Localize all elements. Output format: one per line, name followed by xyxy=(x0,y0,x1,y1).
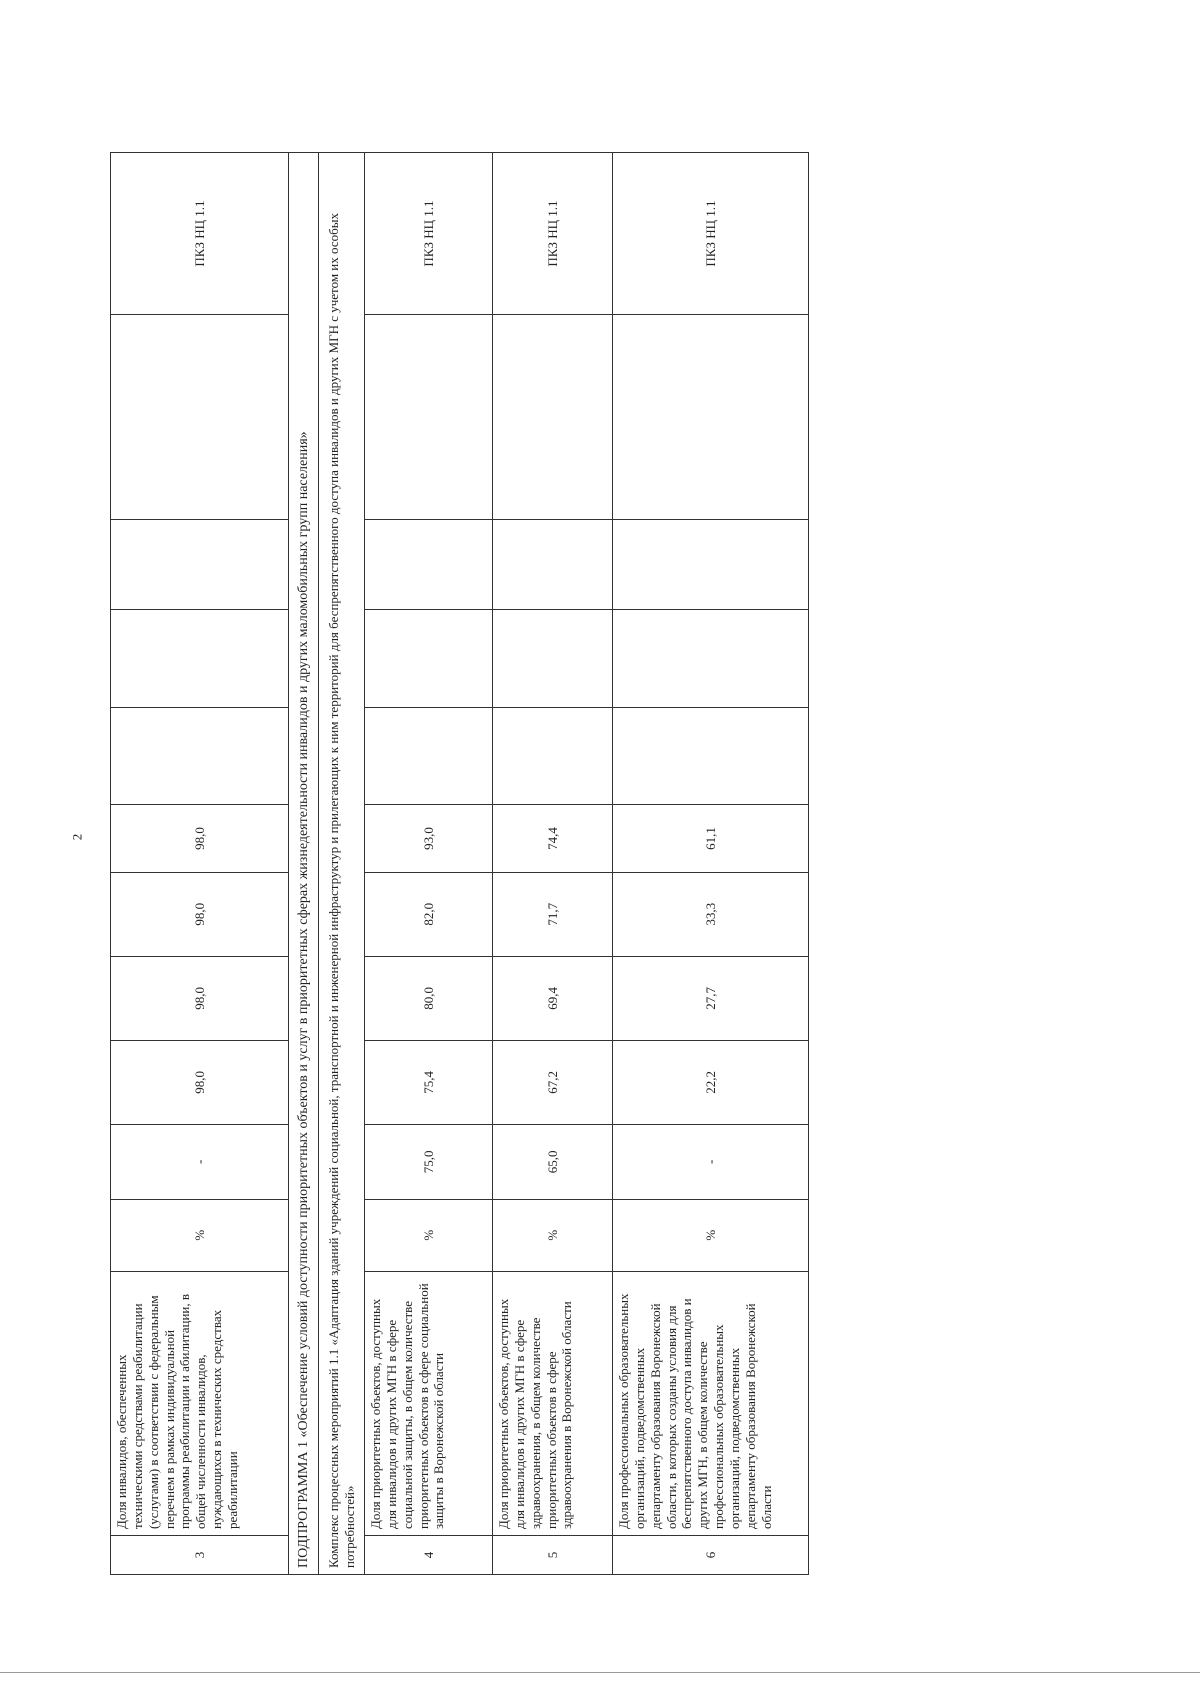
row-number: 3 xyxy=(111,1536,289,1575)
value-3: 33,3 xyxy=(613,872,809,956)
value-2: 27,7 xyxy=(613,956,809,1040)
subprogram-title: ПОДПРОГРАММА 1 «Обеспечение условий доступности приоритетных объектов и услуг в приоритетных сферах жизнедеятельности инвалидов и других маломобильных групп населения» xyxy=(289,153,319,1575)
indicator-name: Доля инвалидов, обеспеченных техническими средствами реабилитации (услугами) в соответствии с федеральным перечнем в рамках индивидуальной программы реабилитации и абилитации, в общей численности инвалидов, нуждающихся в технических средствах реабилитации xyxy=(111,1271,289,1536)
empty-cell xyxy=(493,315,613,520)
value-4: 61,1 xyxy=(613,805,809,873)
indicator-name: Доля приоритетных объектов, доступных для инвалидов и других МГН в сфере здравоохранения, в общем количестве приоритетных объектов в сфере здравоохранения в Воронежской области xyxy=(493,1271,613,1536)
empty-cell xyxy=(365,520,493,610)
empty-cell xyxy=(365,610,493,707)
table-row xyxy=(365,153,493,1575)
row-number: 6 xyxy=(613,1536,809,1575)
indicator-code: ПКЗ НЦ 1.1 xyxy=(613,153,809,315)
value-2: 80,0 xyxy=(365,956,493,1040)
empty-cell xyxy=(365,315,493,520)
page-number: 2 xyxy=(69,833,85,841)
empty-cell xyxy=(493,520,613,610)
indicator-code: ПКЗ НЦ 1.1 xyxy=(493,153,613,315)
rotated-table-frame xyxy=(110,152,922,1575)
subprogram-title-row xyxy=(289,153,319,1575)
empty-cell xyxy=(613,315,809,520)
row-number: 5 xyxy=(493,1536,613,1575)
complex-title: Комплекс процессных мероприятий 1.1 «Адаптация зданий учреждений социальной, транспортной и инженерной инфраструктур и прилегающих к ним территорий для беспрепятственного доступа инвалидов и других МГН с учетом их особых потребностей» xyxy=(319,153,365,1575)
unit-cell: % xyxy=(365,1199,493,1271)
empty-cell xyxy=(493,707,613,804)
bottom-rule xyxy=(0,1672,1200,1673)
empty-cell xyxy=(111,707,289,804)
empty-cell xyxy=(111,315,289,520)
landscape-table-container xyxy=(110,152,922,1575)
value-4: 93,0 xyxy=(365,805,493,873)
indicator-code: ПКЗ НЦ 1.1 xyxy=(365,153,493,315)
unit-cell: % xyxy=(613,1199,809,1271)
empty-cell xyxy=(111,610,289,707)
value-1: 98,0 xyxy=(111,1040,289,1124)
base-value: - xyxy=(613,1124,809,1199)
table-row xyxy=(111,153,289,1575)
indicators-table xyxy=(110,152,809,1575)
value-4: 98,0 xyxy=(111,805,289,873)
empty-cell xyxy=(613,610,809,707)
table-row xyxy=(493,153,613,1575)
value-1: 75,4 xyxy=(365,1040,493,1124)
value-3: 82,0 xyxy=(365,872,493,956)
indicator-name: Доля приоритетных объектов, доступных для инвалидов и других МГН в сфере социальной защиты, в общем количестве приоритетных объектов в сфере социальной защиты в Воронежской области xyxy=(365,1271,493,1536)
empty-cell xyxy=(613,707,809,804)
value-1: 67,2 xyxy=(493,1040,613,1124)
base-value: 75,0 xyxy=(365,1124,493,1199)
empty-cell xyxy=(111,520,289,610)
indicator-code: ПКЗ НЦ 1.1 xyxy=(111,153,289,315)
value-2: 98,0 xyxy=(111,956,289,1040)
row-number: 4 xyxy=(365,1536,493,1575)
unit-cell: % xyxy=(493,1199,613,1271)
indicator-name: Доля профессиональных образовательных организаций, подведомственных департаменту образования Воронежской области, в которых созданы условия для беспрепятственного доступа инвалидов и других МГН, в общем количестве профессиональных образовательных организаций, подведомственных департаменту образования Воронежской области xyxy=(613,1271,809,1536)
value-2: 69,4 xyxy=(493,956,613,1040)
empty-cell xyxy=(365,707,493,804)
empty-cell xyxy=(613,520,809,610)
value-3: 71,7 xyxy=(493,872,613,956)
value-1: 22,2 xyxy=(613,1040,809,1124)
value-3: 98,0 xyxy=(111,872,289,956)
unit-cell: % xyxy=(111,1199,289,1271)
value-4: 74,4 xyxy=(493,805,613,873)
base-value: 65,0 xyxy=(493,1124,613,1199)
table-row xyxy=(613,153,809,1575)
empty-cell xyxy=(493,610,613,707)
base-value: - xyxy=(111,1124,289,1199)
complex-title-row xyxy=(319,153,365,1575)
